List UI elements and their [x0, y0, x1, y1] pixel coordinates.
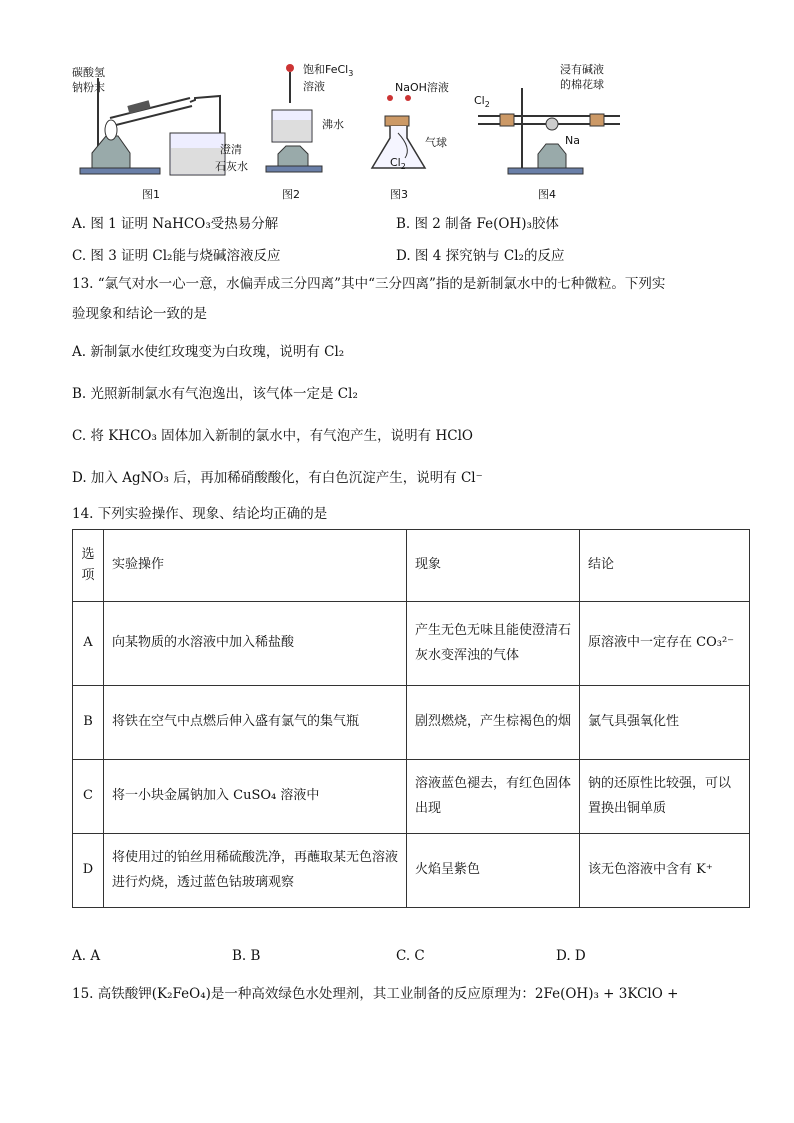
row-conclusion: 钠的还原性比较强，可以置换出铜单质	[580, 760, 750, 834]
fig4-label-cl: $Cl_2$	[474, 94, 490, 109]
fig4-caption: 图4	[538, 188, 556, 201]
q13-option-b: B. 光照新制氯水有气泡逸出，该气体一定是 Cl₂	[72, 386, 358, 402]
row-conclusion: 原溶液中一定存在 CO₃²⁻	[580, 602, 750, 686]
q14-answer-d: D. D	[556, 948, 586, 964]
fig3-label-top: NaOH溶液	[395, 81, 449, 94]
table-row	[73, 760, 750, 834]
table-row	[73, 686, 750, 760]
q13-option-c: C. 将 KHCO₃ 固体加入新制的氯水中，有气泡产生，说明有 HClO	[72, 428, 473, 444]
fig3-caption: 图3	[390, 188, 408, 201]
table-row	[73, 602, 750, 686]
q13-stem-line2: 验现象和结论一致的是	[72, 306, 207, 322]
q13-option-a: A. 新制氯水使红玫瑰变为白玫瑰，说明有 Cl₂	[72, 344, 345, 360]
fig1-label-line1: 碳酸氢	[72, 66, 105, 79]
fig4-label-top1: 浸有碱液	[560, 63, 604, 76]
fig2-label-line2: 溶液	[303, 80, 325, 93]
header-phenomenon: 现象	[407, 530, 580, 602]
row-conclusion: 氯气具强氧化性	[580, 686, 750, 760]
q12-option-b: B. 图 2 制备 Fe(OH)₃胶体	[396, 216, 559, 232]
row-phenomenon: 火焰呈紫色	[407, 834, 580, 908]
row-phenomenon: 产生无色无味且能使澄清石灰水变浑浊的气体	[407, 602, 580, 686]
figure-3	[372, 80, 449, 201]
row-option: A	[73, 602, 104, 686]
header-option: 选项	[73, 530, 104, 602]
fig2-label-boil: 沸水	[322, 118, 344, 131]
row-operation: 将一小块金属钠加入 CuSO₄ 溶液中	[104, 760, 407, 834]
fig1-label-line2: 钠粉末	[72, 81, 105, 94]
header-conclusion: 结论	[580, 530, 750, 602]
q12-option-a: A. 图 1 证明 NaHCO₃受热易分解	[72, 216, 279, 232]
row-operation: 将铁在空气中点燃后伸入盛有氯气的集气瓶	[104, 686, 407, 760]
q12-option-c: C. 图 3 证明 Cl₂能与烧碱溶液反应	[72, 248, 281, 264]
header-operation: 实验操作	[104, 530, 407, 602]
q14-answer-a: A. A	[72, 948, 101, 964]
q15-stem: 15. 高铁酸钾(K₂FeO₄)是一种高效绿色水处理剂，其工业制备的反应原理为：2Fe(OH)₃ + 3KClO +	[72, 986, 679, 1002]
experiment-figures	[60, 58, 740, 208]
table-header-row	[73, 530, 750, 602]
q12-option-d: D. 图 4 探究钠与 Cl₂的反应	[396, 248, 565, 264]
row-option: C	[73, 760, 104, 834]
fig3-label-balloon: 气球	[425, 136, 447, 149]
table-row	[73, 834, 750, 908]
fig4-label-na: Na	[565, 134, 580, 147]
fig3-label-gas: $Cl_2$	[390, 156, 406, 171]
row-operation: 向某物质的水溶液中加入稀盐酸	[104, 602, 407, 686]
row-option: D	[73, 834, 104, 908]
fig4-label-top2: 的棉花球	[560, 78, 604, 91]
row-phenomenon: 剧烈燃烧，产生棕褐色的烟	[407, 686, 580, 760]
q13-stem-line1: 13. “氯气对水一心一意，水偏弄成三分四离”其中“三分四离”指的是新制氯水中的七种微粒。下列实	[72, 276, 666, 292]
fig2-label-line1: 饱和FeCl$_3$	[303, 63, 354, 78]
experiment-table	[72, 529, 750, 908]
fig1-label-right1: 澄清	[220, 143, 242, 156]
row-operation: 将使用过的铂丝用稀硫酸洗净，再蘸取某无色溶液进行灼烧，透过蓝色钴玻璃观察	[104, 834, 407, 908]
q14-stem: 14. 下列实验操作、现象、结论均正确的是	[72, 506, 328, 522]
q13-option-d: D. 加入 AgNO₃ 后，再加稀硝酸酸化，有白色沉淀产生，说明有 Cl⁻	[72, 470, 483, 486]
figure-2	[266, 62, 353, 201]
row-option: B	[73, 686, 104, 760]
figure-1	[72, 65, 248, 201]
fig1-label-right2: 石灰水	[215, 160, 248, 173]
q14-answer-c: C. C	[396, 948, 425, 964]
row-phenomenon: 溶液蓝色褪去，有红色固体出现	[407, 760, 580, 834]
fig2-caption: 图2	[282, 188, 300, 201]
q14-answer-b: B. B	[232, 948, 261, 964]
fig1-caption: 图1	[142, 188, 160, 201]
row-conclusion: 该无色溶液中含有 K⁺	[580, 834, 750, 908]
figure-4	[474, 62, 620, 201]
